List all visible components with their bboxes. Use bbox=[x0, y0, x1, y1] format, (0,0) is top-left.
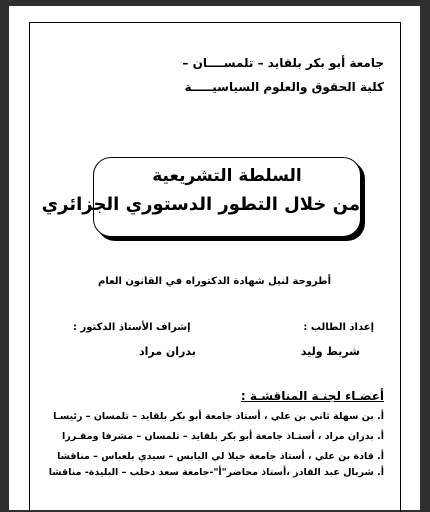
supervisor-name: بدران مراد bbox=[139, 345, 196, 358]
title-box bbox=[41, 157, 361, 237]
committee-title: أعضـاء لجنـة المناقشـة : bbox=[240, 389, 384, 403]
document-page bbox=[9, 6, 420, 510]
university-name: جامعة أبو بكر بلقايد – تلمســــان – bbox=[182, 56, 384, 70]
committee-member: أ. بدران مراد ، أستـاذ جامعة أبو بكر بلقايد – تلمسان – مشرفا ومقـررا bbox=[62, 431, 384, 442]
student-label: إعداد الطالب : bbox=[303, 322, 374, 333]
student-name: شريط وليد bbox=[300, 345, 360, 358]
committee-member: أ. شربال عبد القادر ،أستاذ محاضر"أ"-جامعة سعد دحلب – البليدة- مناقشا bbox=[48, 467, 384, 478]
thesis-title-line1: السلطة التشريعية bbox=[152, 166, 302, 186]
faculty-name: كلية الحقوق والعلوم السياسيـــــة bbox=[184, 80, 384, 94]
thesis-degree-note: أطروحة لنيل شهادة الدكتوراه في القانون العام bbox=[98, 276, 331, 287]
committee-member: أ. قادة بن علي ، أستاذ جامعة جيلا لي اليابس – سيدي بلعباس – مناقشا bbox=[57, 451, 384, 462]
supervisor-label: إشراف الأستاذ الدكتور : bbox=[73, 322, 191, 333]
thesis-title-line2: من خلال التطور الدستوري الجزائري bbox=[41, 194, 360, 215]
committee-member: أ. بن سهلة ثاني بن علي ، أستاذ جامعة أبو بكر بلقايد – تلمسان – رئيسـا bbox=[53, 411, 384, 422]
